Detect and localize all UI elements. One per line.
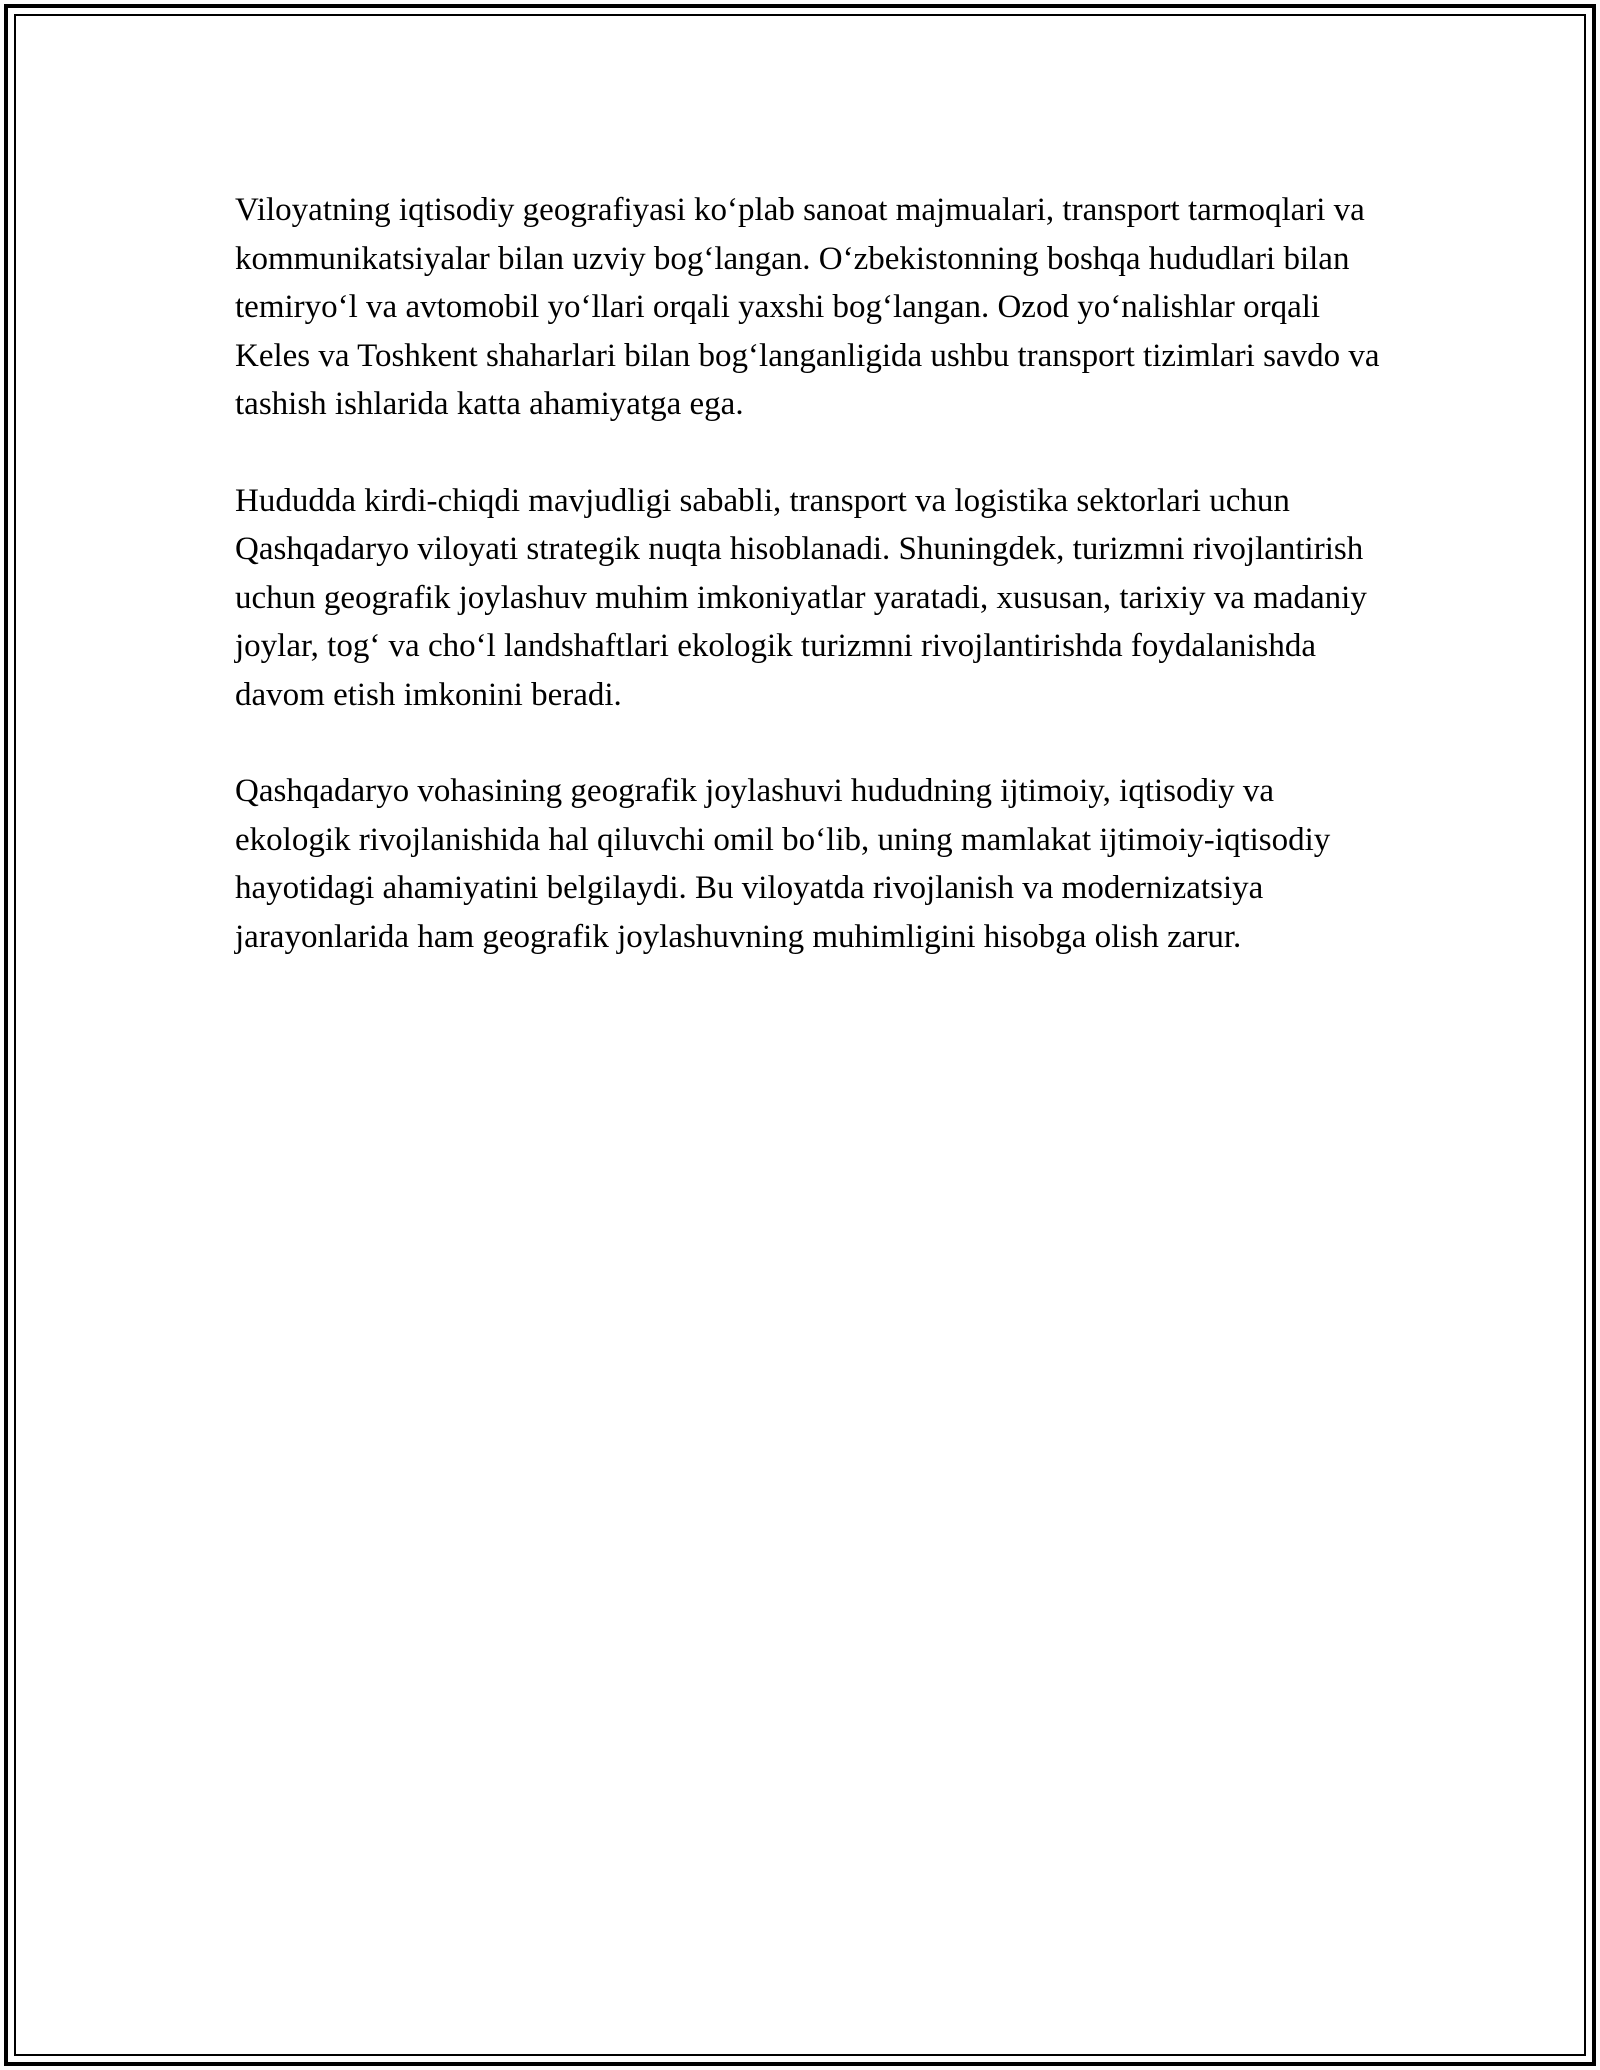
paragraph-2: Hududda kirdi-chiqdi mavjudligi sababli, transport va logistika sektorlari uchun Qashqadaryo viloyati strategik nuqta hisoblanadi. Shuningdek, turizmni rivojlantirish uchun geografik joylashuv muhim imkoniyatlar yaratadi, xususan, tarixiy va madaniy joylar, tog‘ va cho‘l landshaftlari ekologik turizmni rivojlantirishda foydalanishda davom etish imkonini beradi. [235, 482, 1367, 713]
document-body [235, 186, 1385, 1009]
paragraph-1: Viloyatning iqtisodiy geografiyasi ko‘plab sanoat majmualari, transport tarmoqlari va kommunikatsiyalar bilan uzviy bog‘langan. O‘zbekistonning boshqa hududlari bilan temiryo‘l va avtomobil yo‘llari orqali yaxshi bog‘langan. Ozod yo‘nalishlar orqali Keles va Toshkent shaharlari bilan bog‘langanligida ushbu transport tizimlari savdo va tashish ishlarida katta ahamiyatga ega. [235, 192, 1380, 422]
paragraph-3: Qashqadaryo vohasining geografik joylashuvi hududning ijtimoiy, iqtisodiy va ekologik rivojlanishida hal qiluvchi omil bo‘lib, uning mamlakat ijtimoiy-iqtisodiy hayotidagi ahamiyatini belgilaydi. Bu viloyatda rivojlanish va modernizatsiya jarayonlarida ham geografik joylashuvning muhimligini hisobga olish zarur. [235, 773, 1331, 955]
